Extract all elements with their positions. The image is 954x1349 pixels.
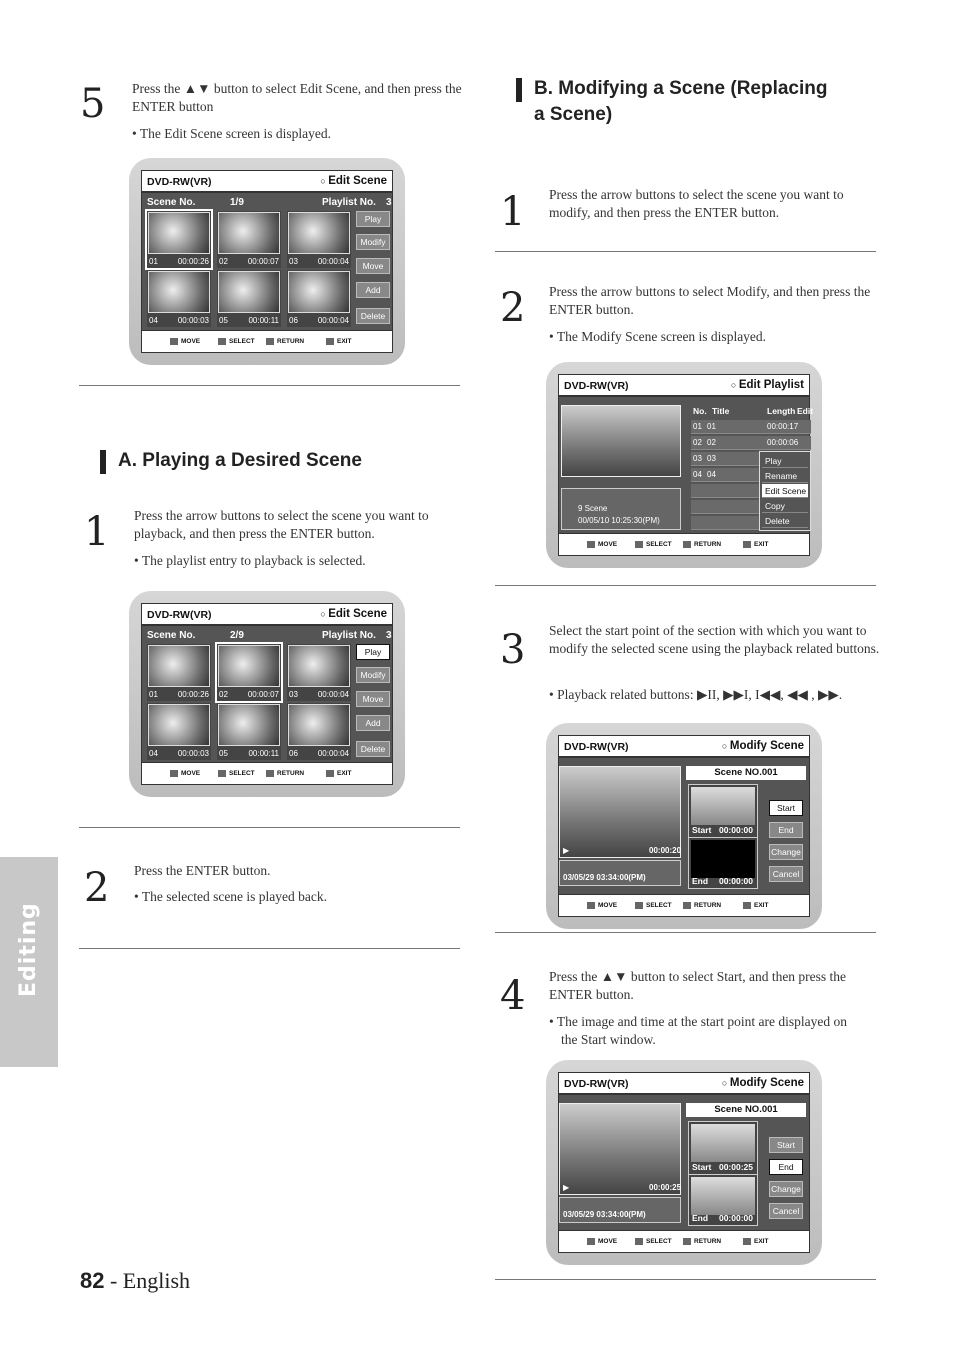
scene-title: Scene NO.001: [686, 1103, 806, 1117]
device-label: DVD-RW(VR): [564, 1078, 629, 1090]
play-button[interactable]: Play: [356, 644, 390, 660]
scene-thumbnail[interactable]: 05 00:00:11: [217, 703, 281, 760]
move-hint: MOVE: [170, 770, 200, 777]
step-text: Press the ▲▼ button to select Edit Scene, and then press the ENTER button: [132, 81, 462, 114]
mode-label: ○ Edit Scene: [320, 608, 387, 620]
modify-scene-screen: [546, 1060, 822, 1265]
scene-thumbnail[interactable]: 02 00:00:07: [217, 644, 281, 701]
end-button[interactable]: End: [769, 1159, 803, 1175]
menu-delete[interactable]: Delete: [762, 514, 808, 528]
play-icon: ▶: [563, 1183, 570, 1192]
scene-no-label: Scene No.: [147, 630, 196, 641]
cancel-button[interactable]: Cancel: [769, 866, 803, 882]
scene-thumbnail[interactable]: 05 00:00:11: [217, 270, 281, 327]
step-text: Press the arrow buttons to select the scene you want to playback, and then press the ENTER button.: [134, 508, 429, 541]
return-hint: RETURN: [683, 541, 721, 548]
scene-no-label: Scene No.: [147, 197, 196, 208]
info-box: [559, 860, 681, 886]
playback-time: 00:00:20: [649, 846, 682, 855]
preview-window: [559, 766, 681, 858]
edit-playlist-screen: [546, 362, 822, 568]
step-bullet: • The Modify Scene screen is displayed.: [549, 329, 767, 344]
end-window: End 00:00:00: [688, 837, 758, 889]
exit-hint: EXIT: [326, 770, 351, 777]
return-hint: RETURN: [683, 1238, 721, 1245]
step-text: Press the ▲▼ button to select Start, and then press the ENTER button.: [549, 969, 847, 1002]
scene-thumbnail[interactable]: 04 00:00:03: [147, 703, 211, 760]
playlist-row[interactable]: 01 01 00:00:17: [691, 420, 811, 434]
modify-button[interactable]: Modify: [356, 234, 390, 250]
section-heading-line1: B. Modifying a Scene (Replacing: [534, 78, 828, 99]
record-date: 03/05/29 03:34:00(PM): [563, 1210, 646, 1219]
step-number: 4: [500, 973, 526, 1019]
step-number: 2: [500, 285, 526, 331]
divider: [79, 948, 460, 949]
scene-no-value: 1/9: [230, 197, 244, 208]
move-hint: MOVE: [587, 902, 617, 909]
start-window: Start 00:00:25: [688, 1121, 758, 1175]
record-date: 03/05/29 03:34:00(PM): [563, 873, 646, 882]
delete-button[interactable]: Delete: [356, 741, 390, 757]
move-hint: MOVE: [170, 338, 200, 345]
step-number: 2: [84, 865, 110, 911]
play-button[interactable]: Play: [356, 211, 390, 227]
step-bullet: • The image and time at the start point are displayed on the Start window.: [549, 1014, 848, 1047]
device-label: DVD-RW(VR): [147, 609, 212, 621]
scene-thumbnail[interactable]: 03 00:00:04: [287, 211, 351, 268]
record-date: 00/05/10 10:25:30(PM): [578, 516, 660, 525]
start-button[interactable]: Start: [769, 800, 803, 816]
col-no: No.: [693, 406, 707, 416]
edit-scene-screen: [129, 591, 405, 797]
end-window: End 00:00:00: [688, 1174, 758, 1226]
cancel-button[interactable]: Cancel: [769, 1203, 803, 1219]
playlist-no-label: Playlist No.: [322, 630, 376, 641]
select-hint: SELECT: [635, 1238, 672, 1245]
mode-label: ○ Modify Scene: [722, 1077, 804, 1089]
step-number: 5: [80, 81, 106, 127]
playlist-row[interactable]: 04 04: [691, 468, 761, 482]
divider: [79, 385, 460, 386]
section-heading: A. Playing a Desired Scene: [100, 448, 362, 474]
playlist-row[interactable]: 02 02 00:00:06: [691, 436, 811, 450]
menu-edit-scene[interactable]: Edit Scene: [762, 484, 808, 498]
play-icon: ▶: [563, 846, 570, 855]
playlist-row: [691, 516, 761, 530]
info-box: [559, 1197, 681, 1223]
step-text: Select the start point of the section with which you want to modify the selected scene using the playback related buttons.: [549, 623, 880, 656]
modify-button[interactable]: Modify: [356, 667, 390, 683]
playlist-no-value: 3: [386, 197, 392, 208]
step-text: Press the arrow buttons to select Modify, and then press the ENTER button.: [549, 284, 871, 317]
step-bullet: • The selected scene is played back.: [134, 889, 328, 904]
section-tab-label: Editing: [16, 902, 41, 997]
preview-window: [561, 405, 681, 477]
scene-thumbnail[interactable]: 04 00:00:03: [147, 270, 211, 327]
playlist-no-value: 3: [386, 630, 392, 641]
exit-hint: EXIT: [743, 541, 768, 548]
edit-menu: [759, 451, 811, 531]
exit-hint: EXIT: [743, 902, 768, 909]
scene-title: Scene NO.001: [686, 766, 806, 780]
move-button[interactable]: Move: [356, 691, 390, 707]
mode-label: ○ Modify Scene: [722, 740, 804, 752]
return-hint: RETURN: [266, 338, 304, 345]
scene-thumbnail[interactable]: 06 00:00:04: [287, 703, 351, 760]
col-title: Title: [712, 406, 730, 416]
exit-hint: EXIT: [326, 338, 351, 345]
section-heading-line2: a Scene): [534, 104, 613, 125]
move-button[interactable]: Move: [356, 258, 390, 274]
modify-scene-screen: [546, 723, 822, 929]
col-edit: Edit: [797, 406, 814, 416]
divider: [79, 827, 460, 828]
scene-thumbnail[interactable]: 03 00:00:04: [287, 644, 351, 701]
exit-hint: EXIT: [743, 1238, 768, 1245]
scene-thumbnail[interactable]: 01 00:00:26: [147, 644, 211, 701]
select-hint: SELECT: [218, 338, 255, 345]
change-button[interactable]: Change: [769, 844, 803, 860]
playlist-row: [691, 484, 761, 498]
select-hint: SELECT: [635, 541, 672, 548]
playlist-no-label: Playlist No.: [322, 197, 376, 208]
playlist-row[interactable]: 03 03: [691, 452, 761, 466]
step-text: Press the arrow buttons to select the scene you want to modify, and then press the ENTER button.: [549, 187, 844, 220]
select-hint: SELECT: [218, 770, 255, 777]
device-label: DVD-RW(VR): [564, 380, 629, 392]
scene-count: 9 Scene: [578, 504, 608, 513]
playlist-row: [691, 500, 761, 514]
scene-thumbnail[interactable]: 02 00:00:07: [217, 211, 281, 268]
playback-time: 00:00:25: [649, 1183, 682, 1192]
page-footer: [80, 1268, 190, 1294]
end-button[interactable]: End: [769, 822, 803, 838]
start-button[interactable]: Start: [769, 1137, 803, 1153]
device-label: DVD-RW(VR): [147, 176, 212, 188]
divider: [495, 1279, 876, 1280]
menu-rename[interactable]: Rename: [762, 469, 808, 483]
page-language: - English: [109, 1268, 191, 1293]
menu-play[interactable]: Play: [762, 454, 808, 468]
menu-copy[interactable]: Copy: [762, 499, 808, 513]
section-heading: [516, 76, 828, 128]
move-hint: MOVE: [587, 1238, 617, 1245]
mode-label: ○ Edit Playlist: [731, 379, 804, 391]
step-number: 1: [84, 509, 110, 555]
start-window: Start 00:00:00: [688, 784, 758, 838]
scene-no-value: 2/9: [230, 630, 244, 641]
preview-window: [559, 1103, 681, 1195]
section-tab: [0, 857, 58, 1067]
scene-thumbnail[interactable]: 06 00:00:04: [287, 270, 351, 327]
delete-button[interactable]: Delete: [356, 308, 390, 324]
divider: [495, 585, 876, 586]
add-button[interactable]: Add: [356, 282, 390, 298]
info-box: [561, 488, 681, 530]
step-bullet: • The Edit Scene screen is displayed.: [132, 126, 332, 141]
mode-label: ○ Edit Scene: [320, 175, 387, 187]
step-bullet: • The playlist entry to playback is selected.: [134, 553, 366, 568]
step-number: 1: [500, 189, 526, 235]
divider: [495, 932, 876, 933]
col-length: Length: [767, 406, 796, 416]
edit-scene-screen: [129, 158, 405, 365]
divider: [495, 251, 876, 252]
page-number: 82: [80, 1268, 105, 1293]
step-text: Press the ENTER button.: [134, 863, 271, 878]
return-hint: RETURN: [266, 770, 304, 777]
change-button[interactable]: Change: [769, 1181, 803, 1197]
return-hint: RETURN: [683, 902, 721, 909]
select-hint: SELECT: [635, 902, 672, 909]
step-number: 3: [500, 627, 526, 673]
scene-thumbnail[interactable]: 01 00:00:26: [147, 211, 211, 268]
add-button[interactable]: Add: [356, 715, 390, 731]
device-label: DVD-RW(VR): [564, 741, 629, 753]
move-hint: MOVE: [587, 541, 617, 548]
step-bullet: • Playback related buttons: ▶II, ▶▶I, I◀◀, ◀◀ , ▶▶.: [549, 687, 843, 702]
